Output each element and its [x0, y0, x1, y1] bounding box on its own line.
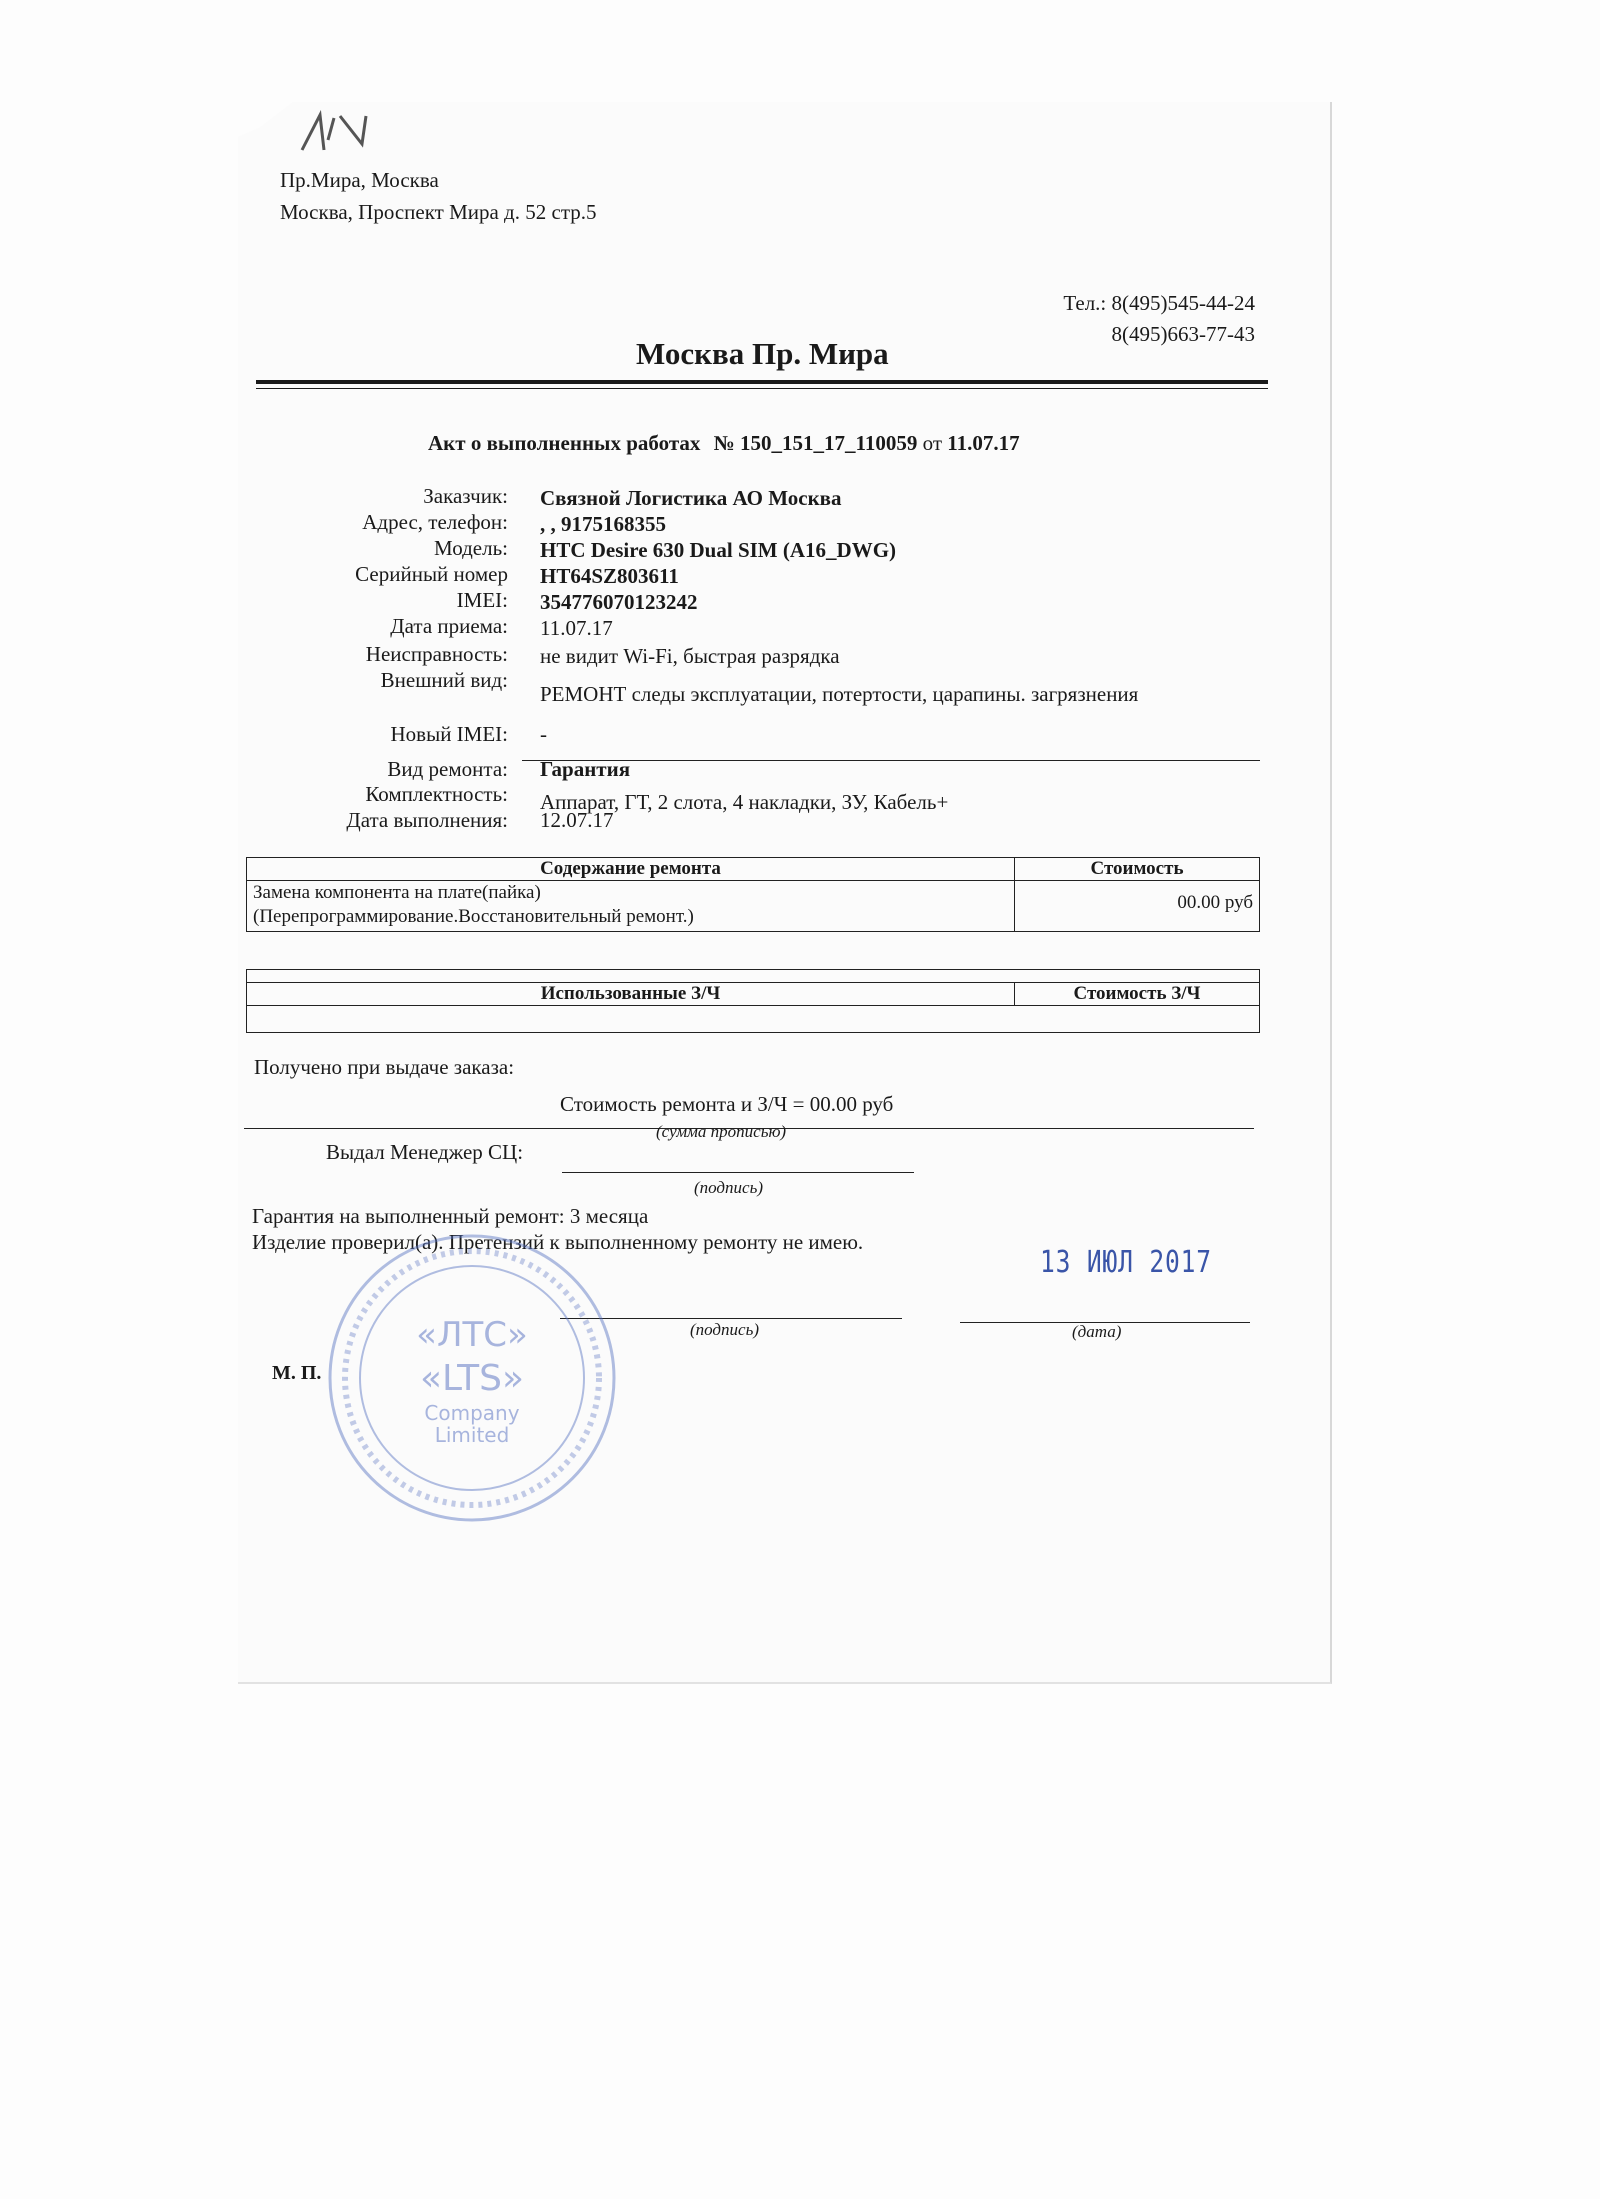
imei-label: IMEI: [456, 588, 508, 612]
phone-line-1 [1063, 291, 1255, 316]
phone-label: Тел.: [1063, 291, 1107, 315]
address-phone-value: , , 9175168355 [540, 512, 666, 536]
warranty-text: Гарантия на выполненный ремонт: 3 месяца [252, 1204, 649, 1228]
new-imei-label: Новый IMEI: [390, 722, 508, 746]
phone-2: 8(495)663-77-43 [1111, 322, 1255, 346]
repair-line-1: Замена компонента на плате(пайка) [253, 882, 541, 903]
date-caption: (дата) [1072, 1322, 1122, 1341]
repair-line-2: (Перепрограммирование.Восстановительный ремонт.) [253, 906, 694, 927]
customer-value: Связной Логистика АО Москва [540, 486, 842, 510]
act-title [428, 431, 1020, 456]
fault-label: Неисправность: [365, 642, 508, 666]
address-line-1: Пр.Мира, Москва [280, 168, 439, 192]
repair-cost-header: Стоимость [1015, 858, 1260, 881]
issued-by-label: Выдал Менеджер СЦ: [326, 1140, 524, 1164]
act-date: 11.07.17 [947, 431, 1020, 455]
act-number: № 150_151_17_110059 [713, 431, 918, 455]
seal-company: Company [424, 1401, 520, 1425]
serial-value: HT64SZ803611 [540, 564, 679, 588]
fault-value: не видит Wi-Fi, быстрая разрядка [540, 644, 840, 668]
signature-caption-1: (подпись) [694, 1178, 763, 1197]
repair-content-cell [247, 881, 1015, 932]
header-rule-thick [256, 380, 1268, 384]
checked-text: Изделие проверил(а). Претензий к выполненному ремонту не имею. [252, 1230, 864, 1254]
sum-words-caption: (сумма прописью) [656, 1122, 787, 1141]
new-imei-line [522, 760, 1260, 761]
parts-spacer-cell [247, 970, 1260, 983]
model-value: HTC Desire 630 Dual SIM (A16_DWG) [540, 538, 897, 562]
repair-table [246, 857, 1260, 932]
repair-table-header [247, 858, 1260, 881]
company-seal [322, 1228, 622, 1528]
header-rule-thin [256, 388, 1268, 389]
table-row [247, 1006, 1260, 1033]
parts-name-header: Использованные З/Ч [247, 983, 1015, 1006]
corner-scribble [300, 110, 380, 170]
parts-table-header [247, 983, 1260, 1006]
parts-cost-header: Стоимость З/Ч [1015, 983, 1260, 1006]
phone-1: 8(495)545-44-24 [1111, 291, 1255, 315]
branch-title: Москва Пр. Мира [636, 336, 889, 371]
signature-caption-2: (подпись) [690, 1320, 759, 1339]
received-date-value: 11.07.17 [540, 616, 613, 640]
seal-lts: «LTS» [420, 1358, 524, 1399]
serial-label: Серийный номер [355, 562, 508, 586]
repair-type-label: Вид ремонта: [387, 757, 508, 781]
address-phone-label: Адрес, телефон: [362, 510, 508, 534]
act-title-text: Акт о выполненных работах [428, 431, 701, 455]
manager-signature-line [562, 1172, 914, 1173]
completeness-label: Комплектность: [365, 782, 508, 806]
table-row [247, 881, 1260, 932]
parts-table [246, 969, 1260, 1033]
model-label: Модель: [434, 536, 508, 560]
repair-content-header: Содержание ремонта [247, 858, 1015, 881]
completion-date-value: 12.07.17 [540, 808, 614, 832]
repair-type-value: Гарантия [540, 757, 631, 781]
repair-cost-cell: 00.00 руб [1015, 881, 1260, 932]
parts-empty-cell [247, 1006, 1260, 1033]
total-text: Стоимость ремонта и З/Ч = 00.00 руб [560, 1092, 894, 1116]
address-line-2: Москва, Проспект Мира д. 52 стр.5 [280, 200, 597, 224]
seal-ltc: «ЛТС» [416, 1315, 528, 1355]
seal-limited: Limited [434, 1423, 510, 1447]
date-stamp: 13 ИЮЛ 2017 [1040, 1245, 1212, 1280]
act-date-prefix: от [922, 431, 942, 455]
appearance-value: РЕМОНТ следы эксплуатации, потертости, царапины. загрязнения [540, 682, 1139, 706]
completion-date-label: Дата выполнения: [346, 808, 508, 832]
imei-value: 354776070123242 [540, 590, 698, 614]
completeness-value: Аппарат, ГТ, 2 слота, 4 накладки, ЗУ, Кабель+ [540, 790, 949, 814]
new-imei-value: - [540, 722, 547, 746]
received-text: Получено при выдаче заказа: [254, 1055, 515, 1079]
parts-spacer-row [247, 970, 1260, 983]
mp-label: М. П. [272, 1362, 322, 1384]
customer-label: Заказчик: [423, 484, 508, 508]
received-date-label: Дата приема: [390, 614, 508, 638]
appearance-label: Внешний вид: [380, 668, 508, 692]
